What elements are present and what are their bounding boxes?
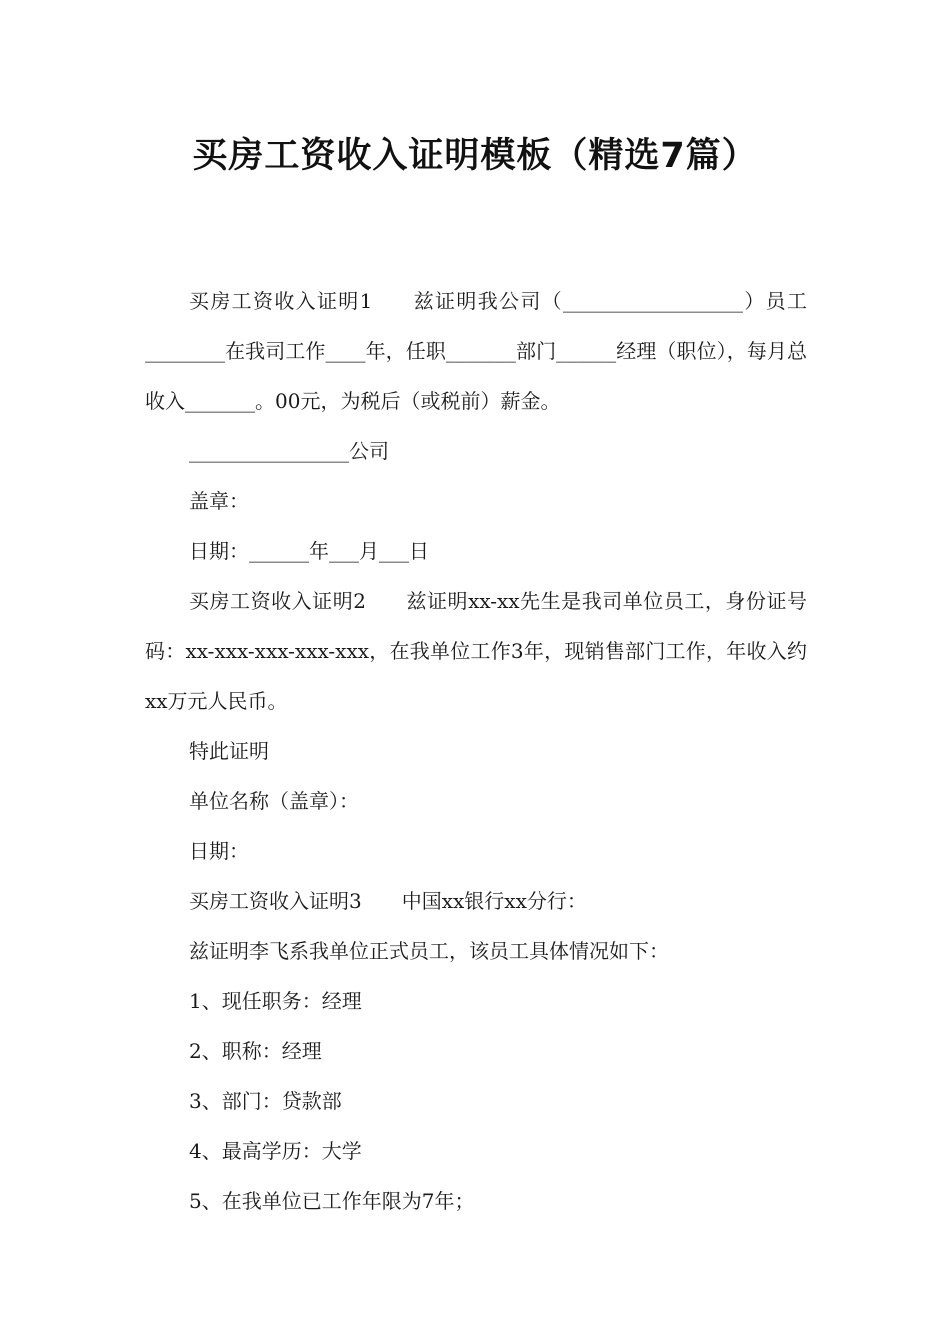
section-3-intro-paragraph — [145, 876, 807, 926]
list-item: 3、部门：贷款部 — [189, 1089, 342, 1113]
section-2-intro-paragraph — [145, 576, 807, 726]
document-body — [145, 276, 807, 1226]
section-2-heading: 买房工资收入证明2 — [189, 589, 366, 613]
section-2-body-text: 兹证明xx-xx先生是我司单位员工，身份证号码：xx-xxx-xxx-xxx-xxx，在我单位工作3年，现销售部门工作，年收入约xx万元人民币。 — [145, 589, 807, 713]
date-line: 日期：______年___月___日 — [189, 539, 429, 563]
document-title: 买房工资收入证明模板（精选7篇） — [192, 136, 758, 176]
certify-line: 特此证明 — [189, 739, 269, 763]
list-item: 2、职称：经理 — [189, 1039, 322, 1063]
seal-line: 盖章： — [189, 489, 249, 513]
list-item: 4、最高学历：大学 — [189, 1139, 362, 1163]
section-3-heading: 买房工资收入证明3 — [189, 889, 362, 913]
company-line: ________________公司 — [189, 439, 389, 463]
list-item: 1、现任职务：经理 — [189, 989, 362, 1013]
section-1-intro-paragraph — [145, 276, 807, 426]
addressee-text: 中国xx银行xx分行： — [401, 889, 587, 913]
unit-name-line: 单位名称（盖章）： — [189, 789, 359, 813]
section-1-body-text: 兹证明我公司（__________________）员工________在我司工作____年，任职_______部门______经理（职位），每月总收入_______。00元，为税后（或税前）薪金。 — [145, 289, 808, 413]
section-1-heading: 买房工资收入证明1 — [189, 289, 373, 313]
statement-line: 兹证明李飞系我单位正式员工，该员工具体情况如下： — [189, 939, 669, 963]
date-line: 日期： — [189, 839, 249, 863]
list-item: 5、在我单位已工作年限为7年； — [189, 1189, 475, 1213]
